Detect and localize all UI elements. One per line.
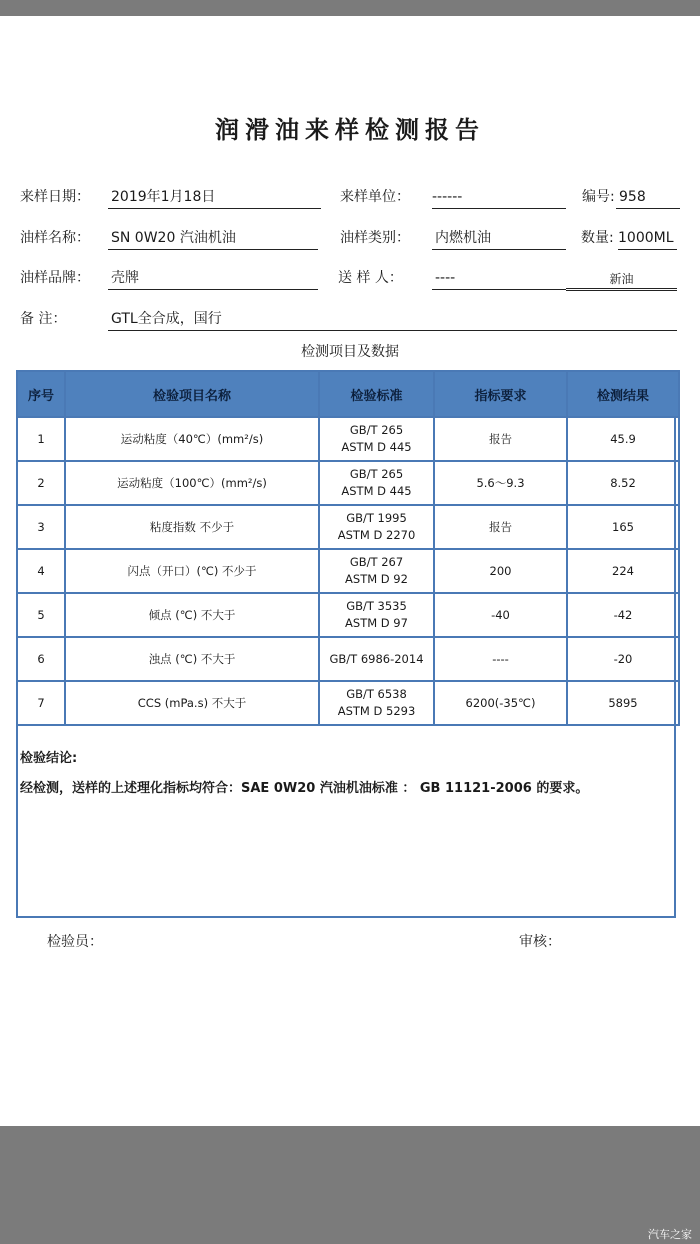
sample-unit-label: 来样单位： xyxy=(340,189,410,205)
table-header-row xyxy=(17,371,679,417)
conclusion-label: 检验结论: xyxy=(20,751,78,766)
row-no: 4 xyxy=(17,549,65,593)
row-no: 6 xyxy=(17,637,65,681)
sample-unit-value: ------ xyxy=(432,188,566,209)
row-requirement: 200 xyxy=(434,549,567,593)
standard-line: ASTM D 445 xyxy=(341,484,412,498)
table-row xyxy=(17,681,679,725)
top-status-bar xyxy=(0,0,700,16)
report-title: 润滑油来样检测报告 xyxy=(215,115,485,144)
header-item: 检验项目名称 xyxy=(65,371,319,417)
row-item: 运动粘度（40℃）(mm²/s) xyxy=(65,417,319,461)
remark-label: 备 注： xyxy=(20,311,67,327)
table-row xyxy=(17,417,679,461)
row-result: 5895 xyxy=(567,681,679,725)
standard-line: GB/T 1995 xyxy=(346,511,407,525)
row-standard xyxy=(319,593,434,637)
row-no: 2 xyxy=(17,461,65,505)
standard-line: ASTM D 2270 xyxy=(337,528,416,542)
row-result: -42 xyxy=(567,593,679,637)
standard-line: GB/T 3535 xyxy=(346,599,407,613)
oil-type-label: 油样类别： xyxy=(340,230,410,246)
row-item: 运动粘度（100℃）(mm²/s) xyxy=(65,461,319,505)
row-no: 1 xyxy=(17,417,65,461)
brand-value: 壳牌 xyxy=(108,269,318,290)
standard-line: GB/T 265 xyxy=(349,467,404,481)
row-item: 浊点 (℃) 不大于 xyxy=(65,637,319,681)
standard-line: ASTM D 97 xyxy=(345,616,408,630)
table-row xyxy=(17,505,679,549)
quantity-label: 数量: xyxy=(581,230,614,246)
row-requirement: 5.6～9.3 xyxy=(434,461,567,505)
row-item: 闪点（开口）(℃) 不少于 xyxy=(65,549,319,593)
table-row xyxy=(17,593,679,637)
brand-label: 油样品牌： xyxy=(20,270,90,286)
conclusion-text: 经检测，送样的上述理化指标均符合：SAE 0W20 汽油机油标准 ： GB 11121-2006 的要求。 xyxy=(20,781,589,796)
sender-label: 送 样 人： xyxy=(338,270,403,286)
row-requirement: -40 xyxy=(434,593,567,637)
oil-condition-value: 新油 xyxy=(566,270,677,291)
table-row xyxy=(17,461,679,505)
row-requirement: 报告 xyxy=(434,417,567,461)
standard-line: GB/T 6538 xyxy=(346,687,407,701)
row-standard xyxy=(319,549,434,593)
row-no: 5 xyxy=(17,593,65,637)
header-standard: 检验标准 xyxy=(319,371,434,417)
oil-type-value: 内燃机油 xyxy=(432,229,566,250)
oil-name-value: SN 0W20 汽油机油 xyxy=(108,229,318,250)
bottom-gray-area xyxy=(0,1126,700,1244)
row-no: 3 xyxy=(17,505,65,549)
header-no: 序号 xyxy=(17,371,65,417)
table-row xyxy=(17,549,679,593)
row-result: 45.9 xyxy=(567,417,679,461)
standard-line: ASTM D 92 xyxy=(345,572,408,586)
row-standard: GB/T 6986-2014 xyxy=(319,637,434,681)
reviewer-label: 审核： xyxy=(519,934,561,950)
standard-line: GB/T 265 xyxy=(349,423,404,437)
standard-line: GB/T 267 xyxy=(349,555,404,569)
row-standard xyxy=(319,681,434,725)
watermark: 汽车之家 xyxy=(648,1228,692,1241)
row-item: 倾点 (℃) 不大于 xyxy=(65,593,319,637)
row-result: -20 xyxy=(567,637,679,681)
row-item: CCS (mPa.s) 不大于 xyxy=(65,681,319,725)
row-result: 165 xyxy=(567,505,679,549)
standard-line: ASTM D 445 xyxy=(341,440,412,454)
sample-date-value: 2019年1月18日 xyxy=(108,188,321,209)
row-no: 7 xyxy=(17,681,65,725)
row-requirement: 报告 xyxy=(434,505,567,549)
row-requirement: ---- xyxy=(434,637,567,681)
oil-name-label: 油样名称： xyxy=(20,230,90,246)
table-row xyxy=(17,637,679,681)
header-requirement: 指标要求 xyxy=(434,371,567,417)
test-data-table xyxy=(16,370,680,726)
row-standard xyxy=(319,461,434,505)
row-result: 8.52 xyxy=(567,461,679,505)
row-item: 粘度指数 不少于 xyxy=(65,505,319,549)
number-value: 958 xyxy=(616,188,680,209)
remark-value: GTL全合成，国行 xyxy=(108,310,677,331)
row-standard xyxy=(319,505,434,549)
row-requirement: 6200(-35℃) xyxy=(434,681,567,725)
sample-date-label: 来样日期： xyxy=(20,189,90,205)
standard-line: ASTM D 5293 xyxy=(337,704,416,718)
sender-value: ---- xyxy=(432,269,566,290)
header-result: 检测结果 xyxy=(567,371,679,417)
row-result: 224 xyxy=(567,549,679,593)
number-label: 编号: xyxy=(582,189,615,205)
section-title: 检测项目及数据 xyxy=(301,344,399,360)
inspector-label: 检验员： xyxy=(47,934,103,950)
row-standard xyxy=(319,417,434,461)
quantity-value: 1000ML xyxy=(618,229,677,250)
